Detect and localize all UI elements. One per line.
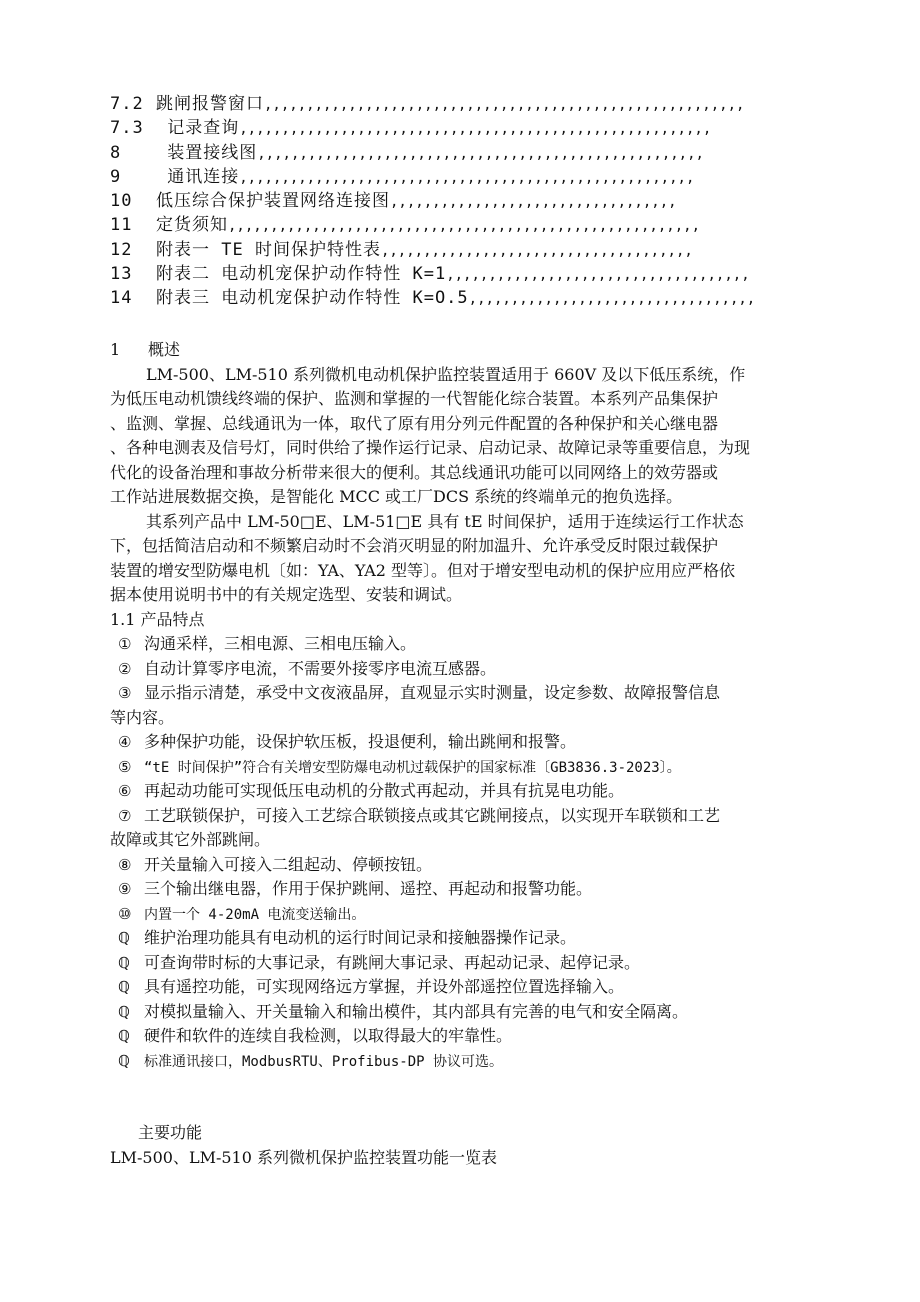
toc-entry-title: 附表二 电动机宠保护动作特性 K=1 — [156, 264, 447, 285]
list-item-text: 具有遥控功能，可实现网络远方掌握，并设外部遥控位置选择输入。 — [144, 977, 625, 996]
list-item-text: 硬件和软件的连续自我检测，以取得最大的牢靠性。 — [144, 1026, 513, 1045]
list-marker: ⑧ — [118, 855, 132, 874]
toc-entry-title: 跳闸报警窗口 — [156, 94, 264, 114]
list-item — [110, 902, 810, 927]
functions-table-caption: LM-500、LM-510 系列微机保护监控装置功能一览表 — [110, 1147, 497, 1167]
section-title: 概述 — [148, 340, 181, 359]
paragraph-line: 据本使用说明书中的有关规定选型、安装和调试。 — [110, 585, 463, 604]
overview-paragraph — [110, 363, 810, 510]
list-item — [110, 804, 810, 829]
list-marker: ③ — [118, 684, 132, 702]
list-marker: ℚ — [118, 1002, 130, 1021]
toc-entry[interactable] — [110, 141, 810, 165]
toc-entry-title: 附表三 电动机宠保护动作特性 K=O.5 — [156, 288, 469, 309]
series-paragraph — [110, 510, 810, 608]
spacer — [110, 1073, 810, 1121]
toc-entry[interactable] — [110, 213, 810, 237]
toc-entry-number: 14 — [110, 288, 133, 309]
list-item — [110, 877, 810, 902]
list-item — [110, 755, 810, 780]
toc-entry[interactable] — [110, 92, 810, 116]
toc-entry[interactable] — [110, 165, 810, 189]
toc-entry-number: 10 — [110, 191, 133, 212]
list-marker: ⑨ — [118, 880, 132, 898]
toc-entry[interactable] — [110, 116, 810, 140]
list-item — [110, 1024, 810, 1049]
list-item-text: 显示指示清楚，承受中文夜液晶屏，直观显示实时测量，设定参数、故障报警信息 — [144, 683, 721, 702]
list-item-text: 维护治理功能具有电动机的运行时间记录和接触器操作记录。 — [144, 928, 577, 947]
list-item — [110, 779, 810, 804]
toc-entry-title: 通讯连接 — [156, 166, 240, 187]
toc-entry-number: 11 — [110, 215, 133, 236]
list-marker: ⑤ — [118, 757, 132, 776]
toc-entry-leader: ,,,,,,,,,,,,,,,,,,,,,,,,,,,,,,,,,,,, — [446, 267, 750, 284]
list-item-continuation: 故障或其它外部跳闸。 — [110, 830, 271, 849]
toc-entry-number: 12 — [110, 239, 133, 260]
toc-entry-leader: ,,,,,,,,,,,,,,,,,,,,,,,,,,,,,,,,,,,,, — [380, 242, 693, 259]
list-item-text: “tE 时间保护”符合有关增安型防爆电动机过载保护的国家标准〔GB3836.3-2023〕。 — [144, 759, 681, 776]
paragraph-line: 下，包括简洁启动和不频繁启动时不会消灭明显的附加温升、允许承受反时限过载保护 — [110, 536, 719, 555]
list-item-text: 工艺联锁保护，可接入工艺综合联锁接点或其它跳闸接点，以实现开车联锁和工艺 — [144, 805, 721, 825]
toc-entry[interactable] — [110, 286, 810, 310]
toc-entry-leader: ,,,,,,,,,,,,,,,,,,,,,,,,,,,,,,,,,,,,,,,,,,,,,,,,,,,,,,,,, — [264, 97, 745, 113]
toc-entry-number: 8 — [110, 142, 122, 163]
paragraph-line: 其系列产品中 LM-50□E、LM-51□E 具有 tE 时间保护，适用于连续运行工作状态 — [146, 511, 744, 531]
toc-entry-title: 附表一 TE 时间保护特性表 — [156, 239, 381, 260]
list-item-text: 多种保护功能，设保护软压板，投退便利，输出跳闸和报警。 — [144, 732, 577, 751]
list-marker: ④ — [118, 733, 132, 751]
list-item-text: 再起动功能可实现低压电动机的分散式再起动，并具有抗晃电功能。 — [144, 781, 625, 800]
toc-entry-title: 定货须知 — [156, 215, 228, 236]
section-heading — [110, 338, 810, 363]
list-marker: ℚ — [118, 1051, 130, 1070]
toc-entry-title: 低压综合保护装置网络连接图 — [156, 191, 390, 212]
body-content — [110, 338, 810, 1170]
section-number: 1 — [110, 340, 121, 359]
toc-entry-title: 记录查询 — [156, 118, 240, 139]
paragraph-line: LM-500、LM-510 系列微机电动机保护监控装置适用于 660V 及以下低压系统，作 — [146, 364, 746, 384]
toc-entry-leader: ,,,,,,,,,,,,,,,,,,,,,,,,,,,,,,,,,, — [390, 194, 677, 211]
list-item — [110, 657, 810, 682]
toc-entry-leader: ,,,,,,,,,,,,,,,,,,,,,,,,,,,,,,,,,, — [468, 291, 756, 308]
paragraph-line: 装置的增安型防爆电机〔如：YA、YA2 型等〕。但对于增安型电动机的保护应用应严格依 — [110, 560, 736, 580]
toc-entry-number: 7.3 — [110, 118, 144, 139]
list-item — [110, 1049, 810, 1074]
paragraph-line: 、监测、掌握、总线通讯为一体，取代了原有用分列元件配置的各种保护和关心继电器 — [110, 413, 719, 433]
list-item-text: 内置一个 4-20mA 电流变送输出。 — [144, 906, 366, 923]
toc-entry-number: 9 — [110, 166, 122, 187]
list-marker: ℚ — [118, 929, 130, 947]
toc-entry-leader: ,,,,,,,,,,,,,,,,,,,,,,,,,,,,,,,,,,,,,,,,,,,,,,,,,,,,,,,, — [228, 218, 701, 235]
list-marker: ℚ — [118, 1027, 130, 1045]
toc-entry-leader: ,,,,,,,,,,,,,,,,,,,,,,,,,,,,,,,,,,,,,,,,,,,,,,,,,,,,,, — [239, 169, 695, 186]
paragraph-line: 、各种电测表及信号灯，同时供给了操作运行记录、启动记录、故障记录等重要信息，为现 — [110, 438, 751, 457]
list-marker: ℚ — [118, 953, 130, 972]
list-item-text: 开关量输入可接入二组起动、停顿按钮。 — [144, 854, 433, 874]
list-item — [110, 632, 810, 657]
list-item — [110, 730, 810, 755]
list-item-text: 对模拟量输入、开关量输入和输出模件，其内部具有完善的电气和安全隔离。 — [144, 1001, 689, 1021]
list-marker: ① — [118, 635, 132, 653]
list-item — [110, 853, 810, 878]
toc-entry-leader: ,,,,,,,,,,,,,,,,,,,,,,,,,,,,,,,,,,,,,,,,,,,,,,,,,,,,, — [257, 145, 704, 162]
list-item-text: 沟通采样，三相电源、三相电压输入。 — [144, 634, 417, 653]
list-item-text: 标准通讯接口，ModbusRTU、Profibus-DP 协议可选。 — [144, 1053, 504, 1070]
list-item — [110, 975, 810, 1000]
list-marker: ⑦ — [118, 806, 132, 825]
list-item — [110, 926, 810, 951]
list-item-continuation: 等内容。 — [110, 707, 175, 727]
table-of-contents — [110, 92, 810, 311]
toc-entry-number: 7.2 — [110, 94, 144, 114]
functions-heading: 主要功能 — [138, 1123, 203, 1142]
list-item-text: 三个输出继电器，作用于保护跳闸、遥控、再起动和报警功能。 — [144, 879, 593, 898]
paragraph-line: 为低压电动机馈线终端的保护、监测和掌握的一代智能化综合装置。本系列产品集保护 — [110, 389, 719, 408]
toc-entry-number: 13 — [110, 264, 133, 285]
toc-entry[interactable] — [110, 238, 810, 262]
toc-entry[interactable] — [110, 262, 810, 286]
list-item — [110, 681, 810, 706]
list-marker: ℚ — [118, 978, 130, 996]
paragraph-line: 代化的设备治理和事故分析带来很大的便利。其总线通讯功能可以同网络上的效劳器或 — [110, 462, 719, 482]
list-item — [110, 951, 810, 976]
subsection-heading: 1.1 产品特点 — [110, 609, 205, 629]
list-marker: ⑥ — [118, 782, 132, 800]
feature-list — [110, 632, 810, 1073]
list-item-text: 自动计算零序电流，不需要外接零序电流互感器。 — [144, 658, 497, 678]
list-marker: ② — [118, 659, 132, 678]
toc-entry-leader: ,,,,,,,,,,,,,,,,,,,,,,,,,,,,,,,,,,,,,,,,,,,,,,,,,,,,,,,, — [239, 121, 712, 138]
list-item-text: 可查询带时标的大事记录，有跳闸大事记录、再起动记录、起停记录。 — [144, 952, 641, 972]
paragraph-line: 工作站进展数据交换，是智能化 MCC 或工厂DCS 系统的终端单元的抱负选择。 — [110, 487, 683, 506]
list-marker: ⑩ — [118, 904, 132, 923]
list-item — [110, 1000, 810, 1025]
toc-entry-title: 装置接线图 — [156, 142, 258, 163]
toc-entry[interactable] — [110, 189, 810, 213]
